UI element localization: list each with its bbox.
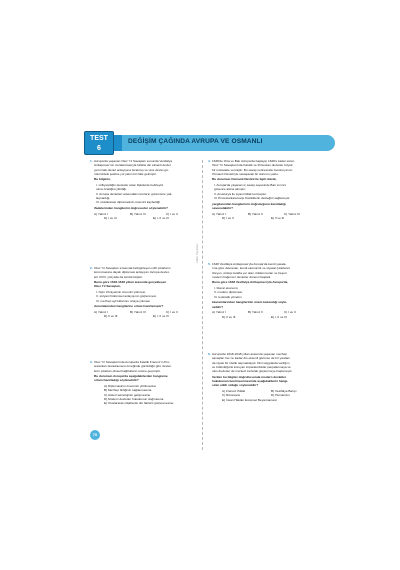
statement: II. Avusturya ile siyasi ittifak kurmuştur. <box>214 191 267 196</box>
text-line: savaşları her ne kadar din eksenli görünse de bir yandan <box>212 356 290 361</box>
statement: II. Avrupa devletleri arasındaki sınırların günümüze yak- <box>96 191 173 196</box>
statement: III. Protestanlara karşı Katoliklerin desteğini sağlamıştır. <box>214 195 291 200</box>
question-prompt <box>94 280 202 289</box>
text-line: Otuz Yıl Savaşları'nda Katolik ve Protestan devletler büyük <box>212 163 293 168</box>
prompt-line: Otuz Yıl Savaşları, <box>94 284 121 289</box>
prompt-line: Buna göre 1618-1648 yılları arasında gerçekleşen <box>94 280 167 285</box>
text-line: Otuz Yıl Savaşları'nda Avrupa'da Katolik Fransız'ın Pro- <box>94 360 171 364</box>
text-line: yerini laik devlet anlayışına bırakmış ve ulus devlet gü- <box>94 167 169 172</box>
text-line: Avrupa'da 1618-1648 yılları arasında yaşanan mezhep <box>212 352 288 356</box>
statement: laşmadığı, <box>96 195 111 200</box>
stem-line: savunulabilir? <box>212 205 233 210</box>
prompt-line: sinin etkili olduğu söylenebilir? <box>212 383 259 388</box>
option-a[interactable]: A) Fransız İhtilali <box>222 388 246 393</box>
statement: I. hiçin zihniyetinin önemini yitirmesi, <box>96 290 146 295</box>
text-line: ulus devletler de merkezi kırılarak güçlenmeye başlamıştır. <box>212 369 293 374</box>
question-prompt <box>212 375 320 388</box>
stem-line: nebilir? <box>212 304 224 309</box>
option-d[interactable]: D) Hümanizm <box>271 393 290 398</box>
question-stem <box>212 202 320 211</box>
question-text <box>212 159 320 176</box>
option-c[interactable]: C) Askerî teknolojinin gelişmesine <box>104 392 151 397</box>
option-b[interactable]: B) Yalnız II <box>248 310 263 315</box>
prompt-line: hukukunun benimsenmesinde aşağıdakilerin hangi- <box>212 379 289 384</box>
publisher-side-label: Zafer Yayınları <box>195 243 199 263</box>
question-stem <box>212 300 320 309</box>
option-b[interactable]: B) Vestfalya Barışı <box>271 388 297 393</box>
question-text <box>212 262 320 279</box>
option-d[interactable]: D) I ve II <box>222 216 234 221</box>
test-number: 6 <box>97 145 101 152</box>
question-stem: ifadelerinden hangilerini doğrusudur söylenebilir? <box>94 205 168 210</box>
text-line: Avrupa'da yaşanan Otuz Yıl Savaşları sonunda Vestfalya <box>94 159 173 163</box>
text-line: Otuz Yıl Savaşları sırasında belirginleşen millî çıkarların <box>94 266 171 270</box>
option-e[interactable]: E) II ve III <box>271 216 285 221</box>
question-stem: durumlarından hangilerine ortam hazırlamıştır? <box>94 304 164 309</box>
page-number: 70 <box>90 430 100 440</box>
page-title: DEĞİŞİM ÇAĞINDA AVRUPA VE OSMANLI <box>128 138 263 145</box>
text-line: Osmanlı Devleti'yle savaşacak bir durumu yoktu. <box>212 171 279 176</box>
question-3 <box>90 360 202 407</box>
option-a[interactable]: A) Yalnız I <box>212 310 226 315</box>
question-number: 6. <box>208 352 211 356</box>
statement-list <box>214 286 320 299</box>
question-text <box>94 266 202 279</box>
option-b[interactable]: B) Mezhep birliğinin sağlanmasına <box>104 388 152 393</box>
question-prompt <box>94 374 202 383</box>
prompt-line: Verilen bu bilgiler doğrultusunda modern devletler <box>212 374 287 379</box>
option-a[interactable]: A) Yalnız I <box>94 310 108 315</box>
option-e[interactable]: E) İnsan Hakları Evrensel Beyannamesi <box>222 397 277 402</box>
text-line: modern bağımsız devletler dönemi başladı. <box>212 274 272 279</box>
question-number: 2. <box>90 266 93 270</box>
answer-options <box>222 389 320 398</box>
question-text <box>94 360 202 373</box>
option-e[interactable]: E) Uluslararası ilişkilerde din faktörü güçlenmesine <box>104 401 174 406</box>
question-number: 4. <box>208 159 211 163</box>
question-4 <box>208 159 320 220</box>
option-b[interactable]: B) Yalnız III <box>130 310 146 315</box>
text-line: nümüzdeki şekline yol yakın bir hâle gelmiştir. <box>94 171 157 176</box>
statement-list <box>96 290 202 303</box>
column-divider <box>202 160 203 450</box>
text-line: ve bütünlüğünü koruyan imparatorluklar parçalanmaya ve <box>212 364 291 369</box>
text-line: lerin çıkarları dinsel bağlılıkların önüne geçmiştir. <box>94 368 161 373</box>
option-c[interactable]: C) Rönesans <box>222 393 241 398</box>
option-c[interactable]: C) I ve II <box>166 211 178 216</box>
text-line: rına göre davranan, kendi ekonomik ve siyasal çıkarlarını <box>212 266 291 271</box>
text-line: 1648 Vestfalya Antlaşması'yla Avrupa'da kendi yasala- <box>212 262 287 266</box>
text-line: Antlaşması'nın imzalanmasıyla birlikte din eksenli devlet <box>94 163 171 168</box>
text-line: izleyen, özdeşi tarafta yer alan, iktidarı kuran ve beşeri <box>212 270 287 275</box>
option-e[interactable]: E) I, II ve III <box>153 314 169 319</box>
statement: I. liberal ekonomi, <box>214 286 239 291</box>
statement-list <box>96 183 202 204</box>
answer-options-2 <box>104 314 202 318</box>
question-number: 5. <box>208 262 211 266</box>
statement: olma özelliğini yitirdiği, <box>96 187 127 192</box>
statement: I. milliyetçiliğin devletler arası ilişkilerde belirleyici <box>96 183 164 188</box>
option-e[interactable]: E) I, II ve III <box>153 216 169 221</box>
answer-options-2 <box>222 315 320 319</box>
option-a[interactable]: A) Yalnız I <box>94 211 108 216</box>
statement: III. teokratik yönetim <box>214 294 242 299</box>
statement: I. Avrupa'da yaşanan iç savaş sayesinde Batı sınırını <box>214 183 287 188</box>
statement: III. mezhep ayrılıklarının ortaya çıkması <box>96 298 150 303</box>
text-line: korunmasına dayalı diplomasi anlayışını Avrupa devlet- <box>94 270 170 275</box>
test-label: TEST <box>90 135 108 142</box>
option-d[interactable]: D) I ve III <box>104 216 117 221</box>
stem-line: yargılarından hangilerinin doğruluğunu kanıtladığı <box>212 201 286 206</box>
question-prompt: Buna göre 1648 Vestfalya Antlaşması'yla Avrupa'da, <box>212 280 289 285</box>
option-d[interactable]: D) Modern devletler hukukunun doğmasına <box>104 396 164 401</box>
option-c[interactable]: C) I ve II <box>166 310 178 315</box>
question-number: 1. <box>90 159 93 163</box>
statement: III. uluslararası diplomasinin önemini kaybettiği <box>96 200 160 205</box>
text-line: da siyasi bir nitelik taşımaktaydı. Dini saygılarda varlığını <box>212 360 290 365</box>
text-line: 1648'de Orta ve Batı Avrupa'da başlayıp 1648'e kadar süren <box>212 159 295 163</box>
statement: II. süryani hükümsel anlayışının güçlenmesi, <box>96 294 157 299</box>
question-text <box>94 159 202 176</box>
question-number: 3. <box>90 360 93 364</box>
question-6 <box>208 352 320 403</box>
option-b[interactable]: B) Yalnız II <box>248 211 263 216</box>
option-c[interactable]: C) Yalnız III <box>284 211 300 216</box>
test-badge <box>84 131 114 155</box>
text-line: testanları desteklemesi örneğinde görüldüğü gibi, devlet- <box>94 364 172 369</box>
answer-choices <box>104 384 202 405</box>
answer-options-2 <box>222 216 320 220</box>
answer-options-2 <box>104 216 202 220</box>
question-2 <box>90 266 202 319</box>
stem-line: kavramlarından hangilerinin önem kazandığı söyle- <box>212 300 288 305</box>
statement: güvence altına almıştır. <box>214 187 246 192</box>
question-5 <box>208 262 320 319</box>
option-a[interactable]: A) Diplomasinin öneminin yitirilmesine <box>104 384 157 389</box>
statement-list <box>214 183 320 200</box>
option-a[interactable]: A) Yalnız I <box>212 211 226 216</box>
option-d[interactable]: D) II ve III <box>222 314 236 319</box>
question-prompt: Bu bilginin, <box>94 177 111 182</box>
question-text <box>212 352 320 373</box>
question-prompt: Bu durumun Osmanlı Devleti ile ilgili olarak, <box>212 177 277 182</box>
prompt-line: Bu durumun Avrupa'da aşağıdakilerden hangisine <box>94 374 168 379</box>
option-d[interactable]: D) II ve III <box>104 314 118 319</box>
prompt-line: ortam hazırladığı söylenebilir? <box>94 378 139 383</box>
text-line: leri XVIII. yüzyılda da sürdürmüştür. <box>94 274 143 279</box>
text-line: bir mücadele vermiştir. Bu savaş neticesinde Avusturya'nın <box>212 167 293 172</box>
statement: II. modern diplomasi, <box>214 290 243 295</box>
option-c[interactable]: C) I ve II <box>284 310 296 315</box>
option-b[interactable]: B) Yalnız III <box>130 211 146 216</box>
question-1 <box>90 159 202 220</box>
title-stripe <box>114 135 122 151</box>
option-e[interactable]: E) I, II ve III <box>271 314 287 319</box>
